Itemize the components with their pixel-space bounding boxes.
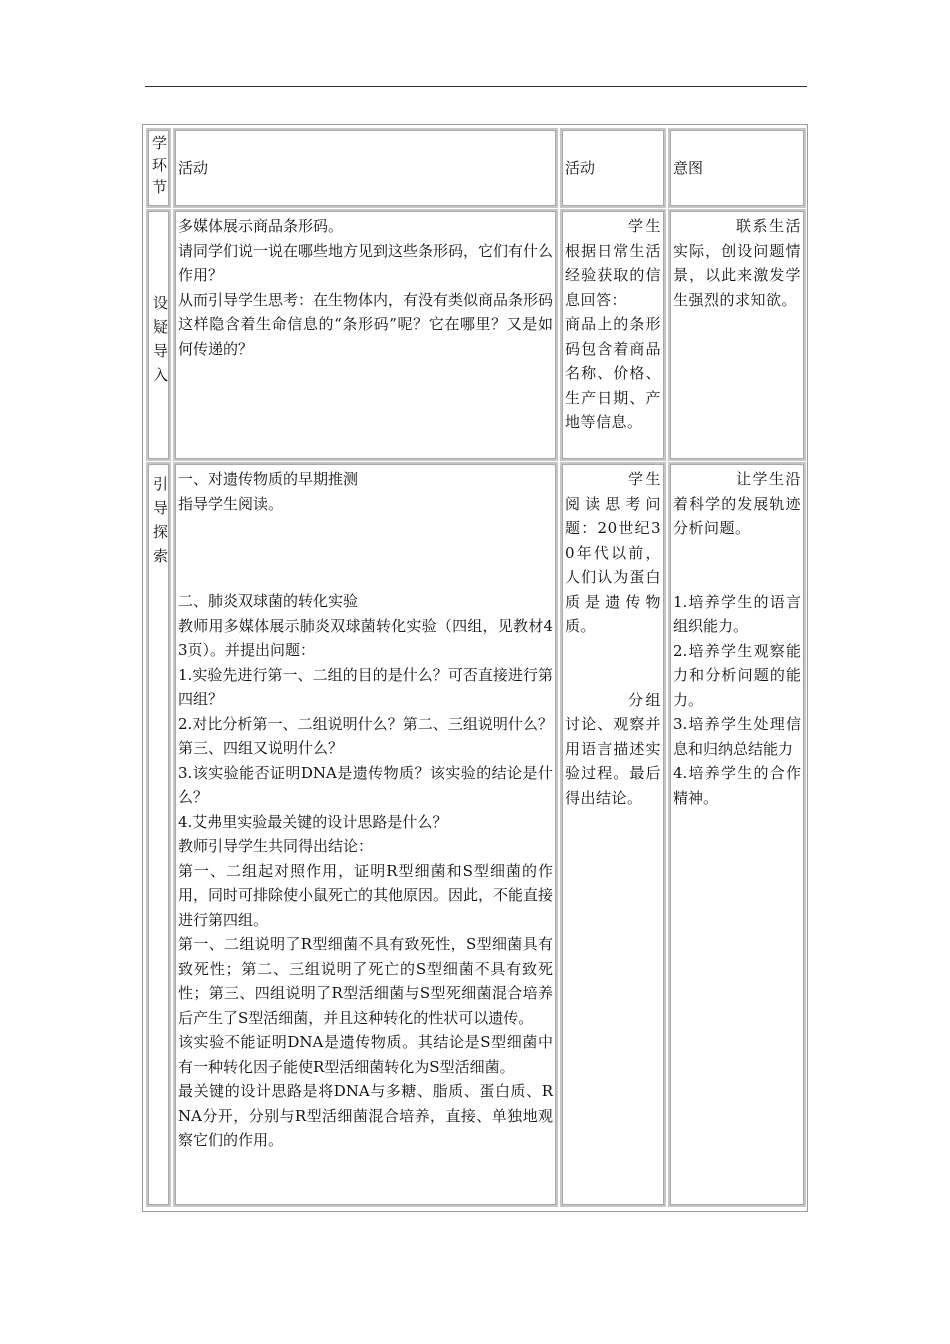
page-header-rule (145, 86, 807, 87)
stage-intro (146, 209, 171, 461)
text-line: 最关键的设计思路是将DNA与多糖、脂质、蛋白质、RNA分开，分别与R型活细菌混合培养，直接、单独地观察它们的作用。 (178, 1082, 553, 1149)
text-line: 教师用多媒体展示肺炎双球菌转化实验（四组，见教材43页）。并提出问题： (178, 616, 553, 659)
text-line: 学生阅读思考问题：20世纪30年代以前，人们认为蛋白质是遗传物质。 (565, 470, 661, 635)
text-line: 1.培养学生的语言组织能力。 (673, 592, 801, 635)
text-line: 4.艾弗里实验最关键的设计思路是什么？ (178, 812, 448, 831)
text-line: 分组讨论、观察并用语言描述实验过程。最后得出结论。 (565, 690, 661, 807)
text-line: 2.对比分析第一、二组说明什么？第二、三组说明什么？第三、四组又说明什么？ (178, 714, 553, 757)
text-line: 多媒体展示商品条形码。 (178, 217, 344, 235)
header-student-activity: 活动 (560, 128, 666, 208)
text-line: 一、对遗传物质的早期推测 (178, 470, 359, 488)
student-activity-explore (560, 462, 666, 1207)
stage-explore (146, 462, 171, 1207)
text-line: 让学生沿着科学的发展轨迹分析问题。 (673, 470, 801, 537)
intent-intro (668, 209, 806, 461)
text-line: 2.培养学生观察能力和分析问题的能力。 (673, 641, 801, 709)
text-line: 第一、二组说明了R型细菌不具有致死性，S型细菌具有致死性；第二、三组说明了死亡的S型细菌不具有致死性；第三、四组说明了R型活细菌与S型死细菌混合培养后产生了S型活细菌，并且这种转化的性状可以遗传。 (178, 935, 553, 1027)
text-line: 教师引导学生共同得出结论： (178, 837, 374, 855)
header-intent: 意图 (668, 128, 806, 208)
intent-explore (668, 462, 806, 1207)
teacher-activity-explore (173, 462, 558, 1207)
lesson-plan-table (142, 124, 808, 1212)
text-line: 1.实验先进行第一、二组的目的是什么？可否直接进行第四组？ (178, 665, 553, 708)
stage-explore-label: 引导探索 (153, 475, 169, 565)
text-line: 第一、二组起对照作用，证明R型细菌和S型细菌的作用，同时可排除使小鼠死亡的其他原因。因此，不能直接进行第四组。 (178, 861, 554, 929)
header-teacher-activity: 活动 (173, 128, 558, 208)
teacher-activity-intro (173, 209, 558, 461)
text-line: 二、肺炎双球菌的转化实验 (178, 592, 359, 610)
text-line: 3.培养学生处理信息和归纳总结能力 (673, 715, 801, 758)
text-line: 该实验不能证明DNA是遗传物质。其结论是S型细菌中有一种转化因子能使R型活细菌转化为S型活细菌。 (178, 1033, 553, 1076)
text-line: 商品上的条形码包含着商品名称、价格、生产日期、产地等信息。 (565, 315, 661, 431)
text-line: 3.该实验能否证明DNA是遗传物质？该实验的结论是什么？ (178, 763, 553, 806)
text-line: 从而引导学生思考：在生物体内，有没有类似商品条形码这样隐含着生命信息的“条形码”呢？它在哪里？又是如何传递的？ (178, 290, 554, 358)
text-line: 请同学们说一说在哪些地方见到这些条形码，它们有什么作用？ (178, 241, 554, 284)
header-stage: 学环节 (146, 128, 171, 208)
text-line: 学生根据日常生活经验获取的信息回答： (565, 217, 661, 309)
student-activity-intro (560, 209, 666, 461)
stage-intro-label: 设疑导入 (153, 294, 169, 384)
text-line: 联系生活实际，创设问题情景，以此来激发学生强烈的求知欲。 (673, 217, 801, 309)
text-line: 指导学生阅读。 (178, 494, 284, 513)
text-line: 4.培养学生的合作精神。 (673, 764, 801, 807)
